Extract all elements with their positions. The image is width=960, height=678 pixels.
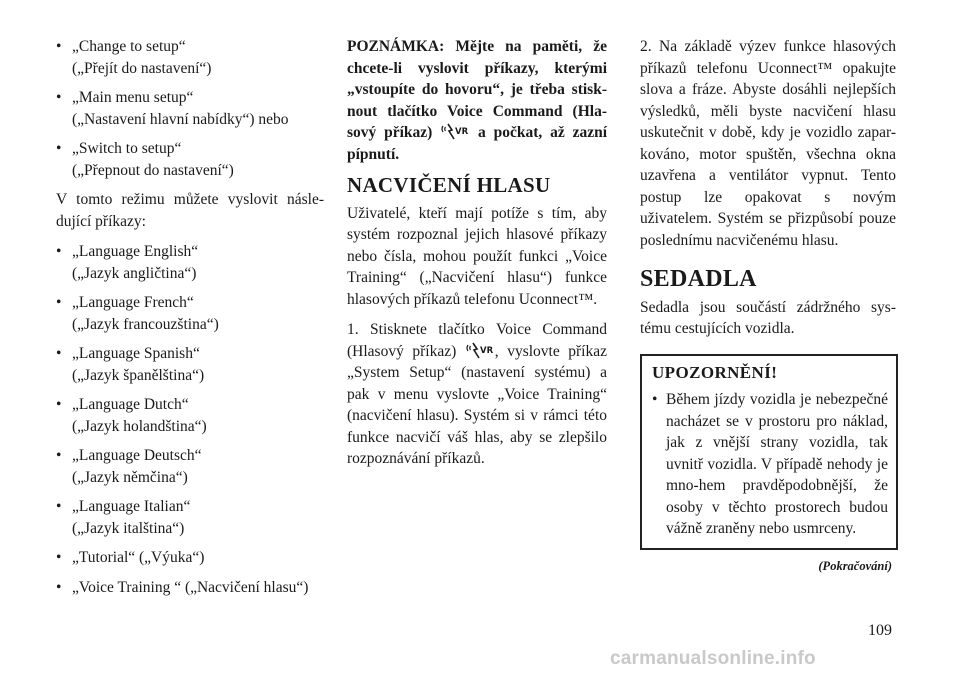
middle-column [347,36,607,479]
list-item: • „Change to setup“ („Přejít do nastavení“) [56,36,324,79]
list-item: • Během jízdy vozidla je nebezpečné nacházet se v prostoru pro náklad, jak z vnější strany vozidla, tak uvnitř vozidla. V případě nehody je mno-hem pravděpodobnější, že osoby v těchto prostorech budou vážně zraněny nebo usmrceny. [652,389,888,540]
voice-training-heading: NACVIČENÍ HLASU [347,173,551,197]
voice-training-intro: Uživatelé, kteří mají potíže s tím, aby systém rozpoznal jejich hlasové příkazy nebo čísla, mohou použít funkci „Voice Training“ („Nacvičení hlasu“) funkce hlasových příkazů telefonu Uconnect™. [347,204,607,308]
list-item: • „Voice Training “ („Nacvičení hlasu“) [56,577,324,599]
continued-label: (Pokračování) [818,558,892,573]
warning-title: UPOZORNĚNÍ! [652,362,778,382]
mode-text: V tomto režimu můžete vyslovit násle-dující příkazy: [56,191,324,230]
setup-command-list [56,36,324,181]
page-number: 109 [868,622,892,639]
warning-list [652,389,888,540]
svg-text:VR: VR [479,345,493,356]
list-item: • „Language French“ („Jazyk francouzština“) [56,292,324,335]
list-item: • „Switch to setup“ („Přepnout do nastavení“) [56,138,324,181]
list-item: • „Main menu setup“ („Nastavení hlavní nabídky“) nebo [56,87,324,130]
list-item: • „Language English“ („Jazyk angličtina“) [56,241,324,284]
svg-text:VR: VR [455,127,469,137]
step-2: 2. Na základě výzev funkce hlasových příkazů telefonu Uconnect™ opakujte slova a fráze. Abyste dosáhli nejlepších výsledků, měli byste nacvičení hlasu uskutečnit v době, kdy je vozidlo zapar-kováno, motor spuštěn, všechna okna uzavřena a ventilátor vypnut. Tento postup lze opakovat s novým uživatelem. Systém se přizpůsobí pouze poslednímu nacvičenému hlasu. [640,38,896,249]
watermark: carmanualsonline.info [610,648,816,669]
seats-heading: SEDADLA [640,266,757,292]
seats-text: Sedadla jsou součástí zádržného sys-tému cestujících vozidla. [640,298,896,337]
list-item: • „Language Dutch“ („Jazyk holandština“) [56,394,324,437]
left-column [56,36,324,606]
voice-command-icon [465,341,495,359]
list-item: • „Language Spanish“ („Jazyk španělština“) [56,343,324,386]
list-item: • „Language Deutsch“ („Jazyk němčina“) [56,445,324,488]
language-command-list [56,241,324,598]
right-column [640,36,896,577]
list-item: • „Language Italian“ („Jazyk italština“) [56,496,324,539]
note-paragraph: POZNÁMKA: Mějte na paměti, že chcete-li vyslovit příkazy, kterými „vstoupíte do hovoru“, je třeba stisk-nout tlačítko Voice Command (Hla-sový příkaz) VR a počkat, až zazní pípnutí. [347,38,608,163]
warning-box [640,354,898,550]
voice-command-icon [440,122,470,140]
list-item: • „Tutorial“ („Výuka“) [56,547,324,569]
step-1: 1. Stisknete tlačítko Voice Command (Hlasový příkaz) VR , vyslovte příkaz „System Setup“ (nastavení systému) a pak v menu vyslovte „Voice Training“ (nacvičení hlasu). Systém si v rámci této funkce nacvičí váš hlas, aby se zlepšilo rozpoznávání příkazů. [347,321,607,467]
